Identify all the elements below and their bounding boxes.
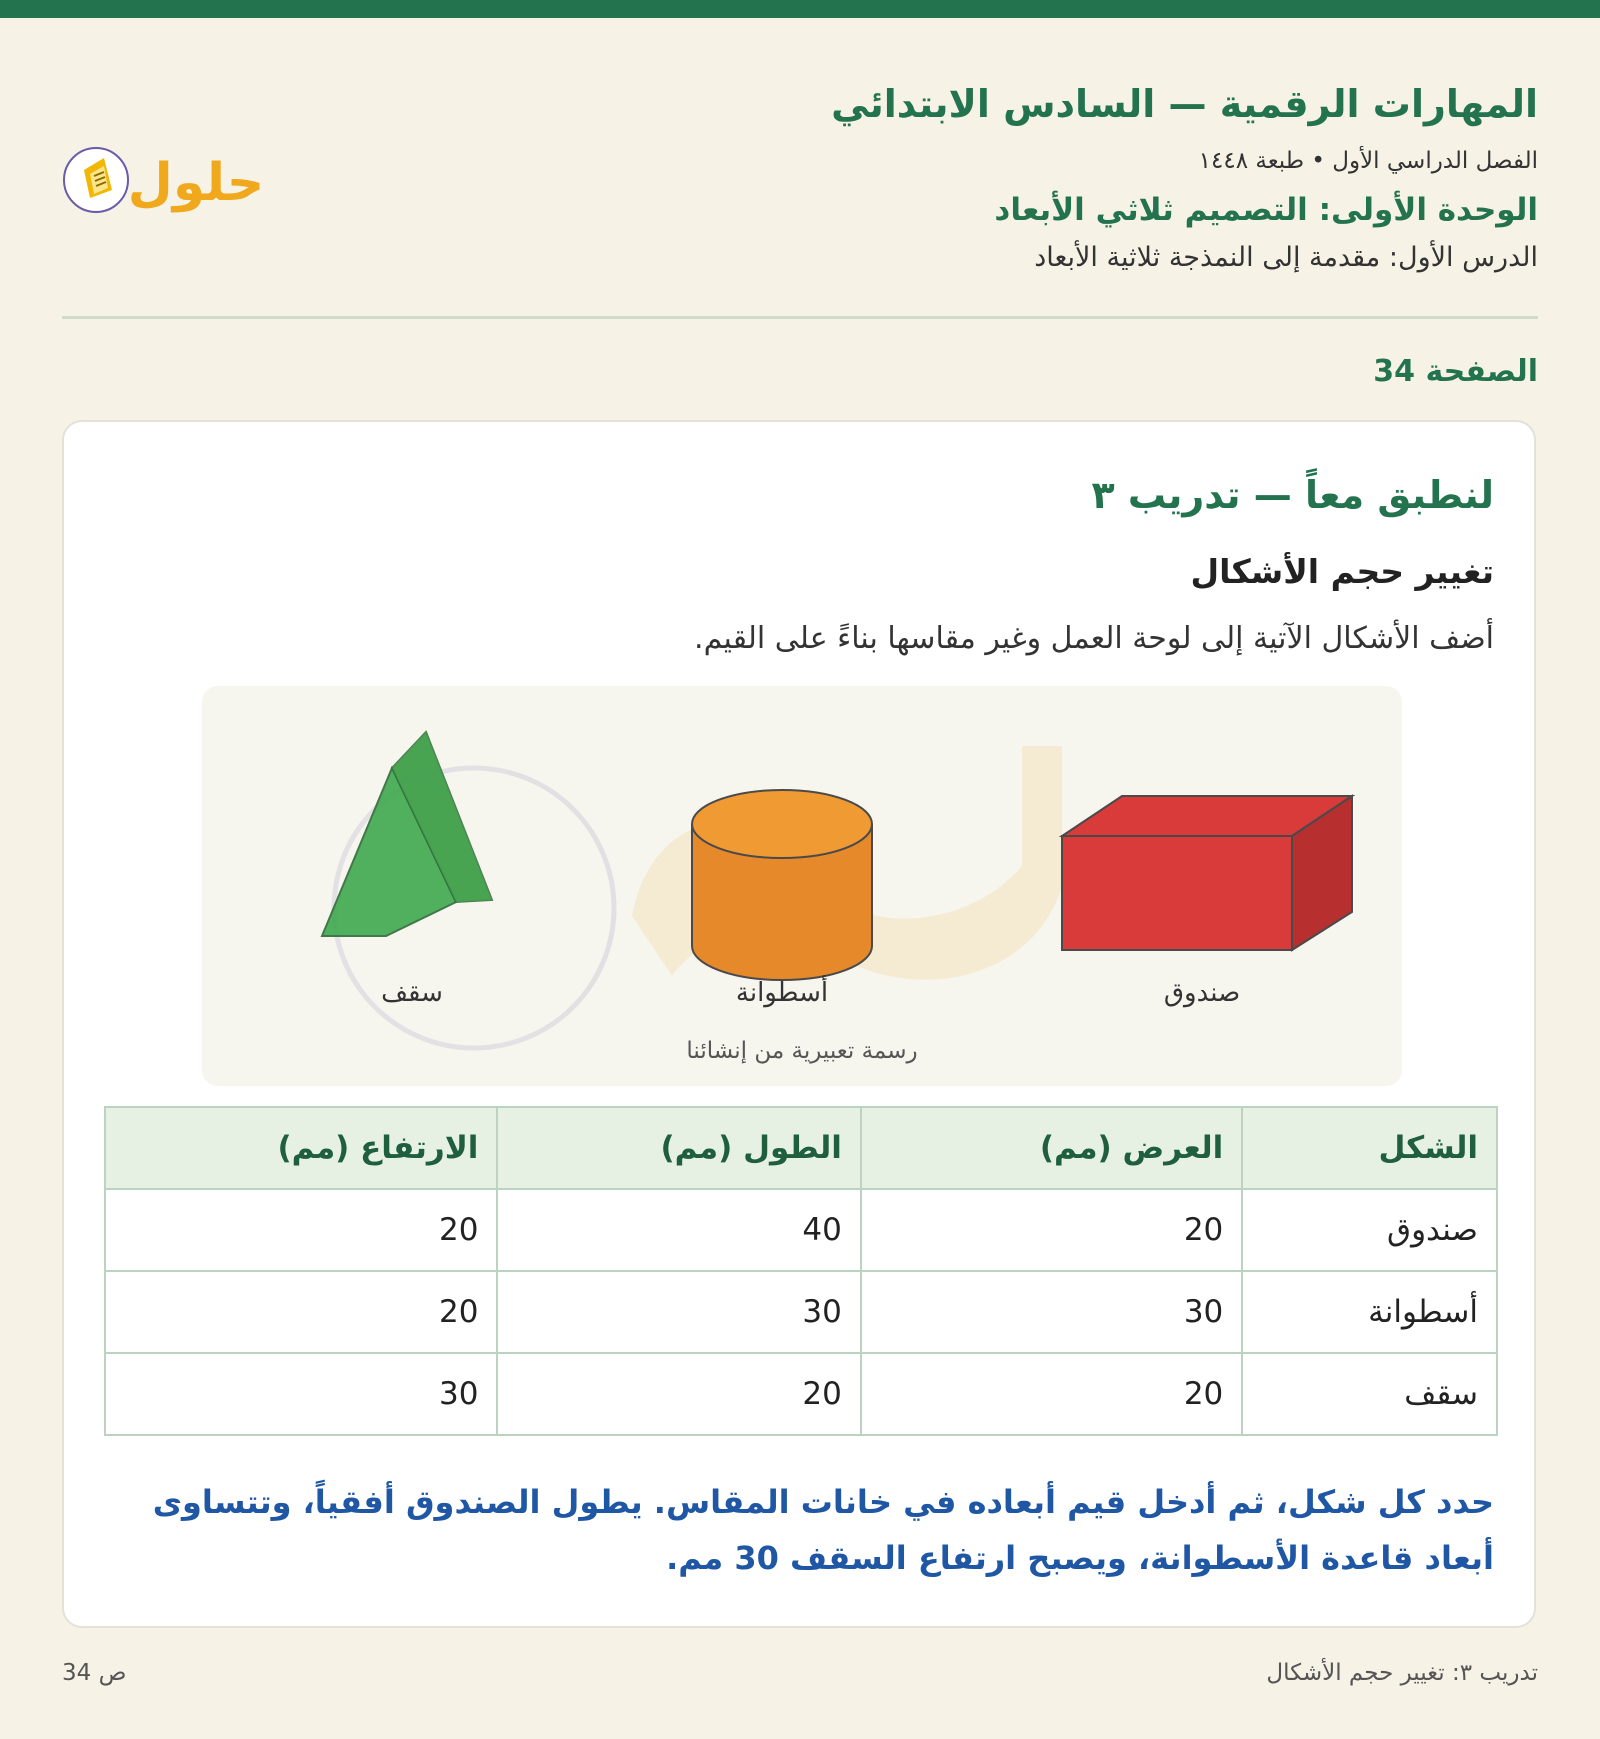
exercise-title: لنطبق معاً — تدريب ٣ xyxy=(1091,473,1494,517)
lesson-title: الدرس الأول: مقدمة إلى النمذجة ثلاثية الأبعاد xyxy=(1034,242,1538,273)
column-header: العرض (مم) xyxy=(861,1107,1242,1189)
box-label: صندوق xyxy=(1163,978,1241,1008)
hulul-logo xyxy=(60,140,280,220)
page-header xyxy=(538,76,1538,278)
table-cell: 20 xyxy=(497,1353,860,1435)
table-row xyxy=(105,1271,1497,1353)
table-cell: 20 xyxy=(861,1189,1242,1271)
table-header-row xyxy=(105,1107,1497,1189)
cylinder-label: أسطوانة xyxy=(735,978,829,1008)
book-title: المهارات الرقمية — السادس الابتدائي xyxy=(831,82,1538,126)
top-accent-bar xyxy=(0,0,1600,18)
prism-shape xyxy=(322,732,492,936)
table-row xyxy=(105,1353,1497,1435)
dimensions-table xyxy=(104,1106,1498,1436)
page-number-heading: الصفحة 34 xyxy=(1373,354,1538,389)
column-header: الطول (مم) xyxy=(497,1107,860,1189)
footer-page-number: ص 34 xyxy=(62,1660,127,1686)
box-shape xyxy=(1062,796,1352,950)
table-cell: 40 xyxy=(497,1189,860,1271)
table-cell: 20 xyxy=(105,1189,497,1271)
table-row xyxy=(105,1189,1497,1271)
footer-exercise-title: تدريب ٣: تغيير حجم الأشكال xyxy=(1266,1660,1538,1686)
exercise-card xyxy=(62,420,1536,1628)
term-edition: الفصل الدراسي الأول • طبعة ١٤٤٨ xyxy=(1198,148,1538,174)
figure-caption: رسمة تعبيرية من إنشائنا xyxy=(686,1038,918,1064)
prism-label: سقف xyxy=(381,978,443,1008)
table-cell: 20 xyxy=(861,1353,1242,1435)
header-divider xyxy=(62,316,1538,319)
table-cell: 30 xyxy=(105,1353,497,1435)
table-cell: أسطوانة xyxy=(1242,1271,1497,1353)
shapes-illustration xyxy=(202,686,1402,1086)
exercise-subtitle: تغيير حجم الأشكال xyxy=(1190,552,1494,591)
unit-title: الوحدة الأولى: التصميم ثلاثي الأبعاد xyxy=(994,192,1538,228)
column-header: الارتفاع (مم) xyxy=(105,1107,497,1189)
table-cell: 20 xyxy=(105,1271,497,1353)
table-cell: 30 xyxy=(497,1271,860,1353)
logo-text: حلول xyxy=(127,153,265,213)
table-cell: 30 xyxy=(861,1271,1242,1353)
exercise-instruction: أضف الأشكال الآتية إلى لوحة العمل وغير مقاسها بناءً على القيم. xyxy=(694,621,1494,656)
table-cell: صندوق xyxy=(1242,1189,1497,1271)
answer-note: حدد كل شكل، ثم أدخل قيم أبعاده في خانات المقاس. يطول الصندوق أفقياً، وتتساوى أبعاد قاعدة الأسطوانة، ويصبح ارتفاع السقف 30 مم. xyxy=(152,1483,1494,1577)
table-cell: سقف xyxy=(1242,1353,1497,1435)
cylinder-shape xyxy=(692,790,872,980)
column-header: الشكل xyxy=(1242,1107,1497,1189)
